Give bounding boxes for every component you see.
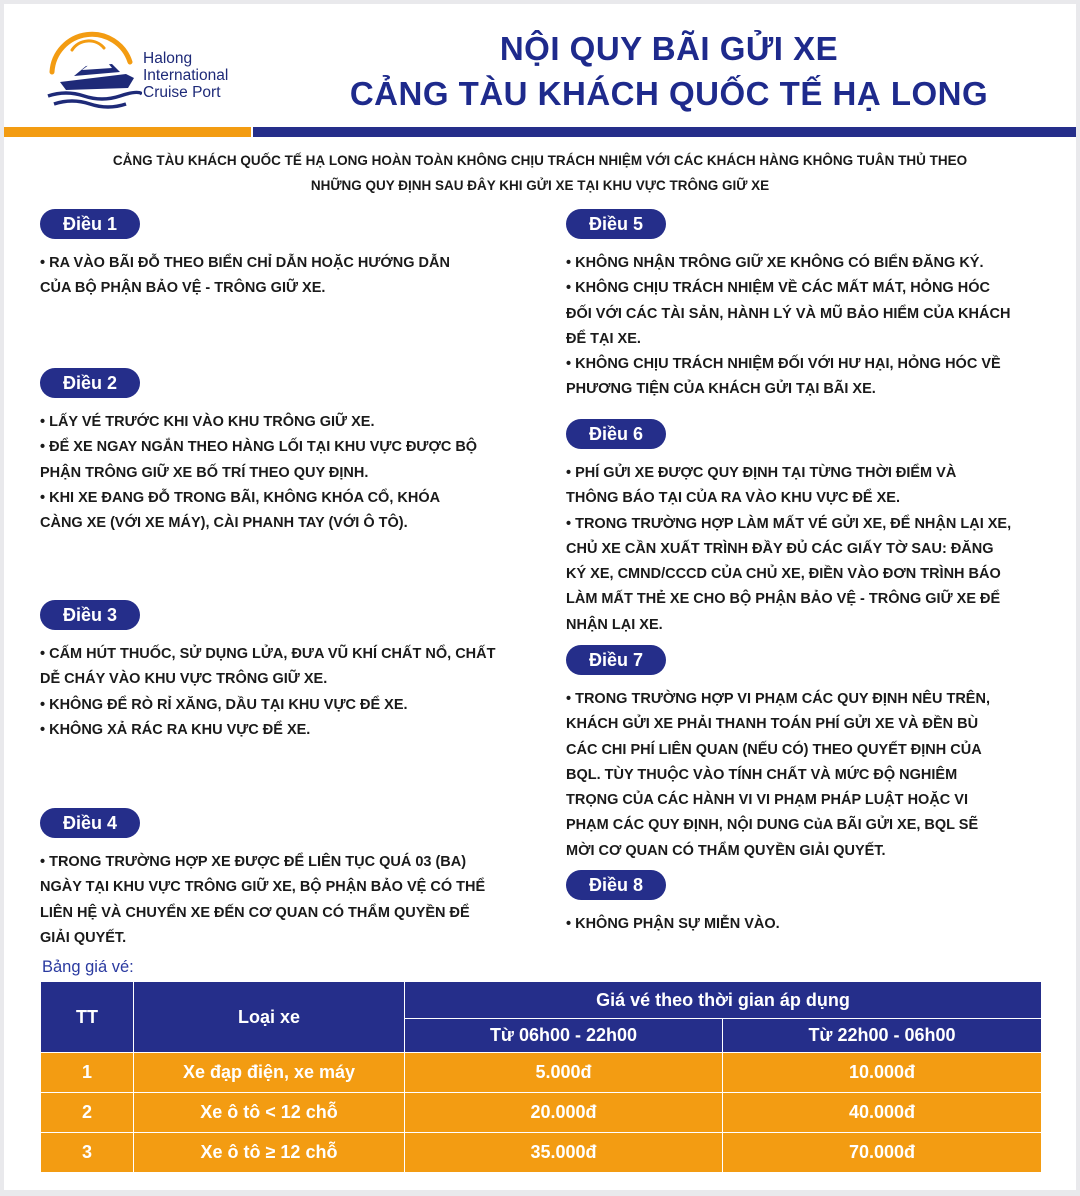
day-price: 5.000đ xyxy=(405,1053,723,1093)
article-line: THÔNG BÁO TẠI CỦA RA VÀO KHU VỰC ĐỂ XE. xyxy=(566,490,900,507)
table-row xyxy=(41,1053,1042,1093)
header xyxy=(4,4,1076,138)
day-price: 20.000đ xyxy=(405,1093,723,1133)
article-label: Điều 4 xyxy=(40,808,140,838)
article-line: NHẬN LẠI XE. xyxy=(566,616,663,633)
page-title xyxy=(274,26,1064,116)
col-header-day: Từ 06h00 - 22h00 xyxy=(405,1019,723,1053)
article-line: LÀM MẤT THẺ XE CHO BỘ PHẬN BẢO VỆ - TRÔNG GIỮ XE ĐỂ xyxy=(566,591,1001,608)
article-line: ĐỐI VỚI CÁC TÀI SẢN, HÀNH LÝ VÀ MŨ BẢO HIỂM CỦA KHÁCH xyxy=(566,305,1011,322)
cruise-ship-sun-logo-icon xyxy=(42,28,142,118)
article-line: ĐỂ TẠI XE. xyxy=(566,330,641,347)
notice-sheet xyxy=(4,4,1076,1190)
article-line: • KHÔNG PHẬN SỰ MIỄN VÀO. xyxy=(566,916,780,932)
article-5 xyxy=(566,209,1010,403)
article-line: KHÁCH GỬI XE PHẢI THANH TOÁN PHÍ GỬI XE VÀ ĐỀN BÙ xyxy=(566,716,979,733)
disclaimer-line-1: CẢNG TÀU KHÁCH QUỐC TẾ HẠ LONG HOÀN TOÀN KHÔNG CHỊU TRÁCH NHIỆM VỚI CÁC KHÁCH HÀNG KHÔNG TUÂN THỦ THEO xyxy=(112,153,968,168)
divider-navy xyxy=(253,127,1076,137)
article-line: • PHÍ GỬI XE ĐƯỢC QUY ĐỊNH TẠI TỪNG THỜI ĐIỂM VÀ xyxy=(566,465,957,481)
article-body xyxy=(40,410,477,536)
title-line-1: NỘI QUY BÃI GỬI XE xyxy=(499,30,839,67)
article-line: PHẬN TRÔNG GIỮ XE BỐ TRÍ THEO QUY ĐỊNH. xyxy=(40,464,369,481)
article-line: KÝ XE, CMND/CCCD CỦA CHỦ XE, ĐIỀN VÀO ĐƠN TRÌNH BÁO xyxy=(566,566,1001,583)
article-line: LIÊN HỆ VÀ CHUYỂN XE ĐẾN CƠ QUAN CÓ THẨM QUYỀN ĐỂ xyxy=(40,904,470,921)
table-row xyxy=(41,1133,1042,1173)
article-label: Điều 6 xyxy=(566,419,666,449)
article-line: • KHÔNG XẢ RÁC RA KHU VỰC ĐỂ XE. xyxy=(40,721,311,738)
night-price: 10.000đ xyxy=(723,1053,1042,1093)
article-line: • KHÔNG ĐỂ RÒ RỈ XĂNG, DẦU TẠI KHU VỰC ĐỂ XE. xyxy=(40,696,408,713)
article-3 xyxy=(40,600,495,743)
article-line: • KHÔNG CHỊU TRÁCH NHIỆM VỀ CÁC MẤT MÁT, HỎNG HÓC xyxy=(566,280,990,297)
article-7 xyxy=(566,645,990,864)
row-number: 2 xyxy=(41,1093,134,1133)
article-label: Điều 3 xyxy=(40,600,140,630)
day-price: 35.000đ xyxy=(405,1133,723,1173)
night-price: 40.000đ xyxy=(723,1093,1042,1133)
article-line: • TRONG TRƯỜNG HỢP XE ĐƯỢC ĐỂ LIÊN TỤC QUÁ 03 (BA) xyxy=(40,854,467,870)
article-1 xyxy=(40,209,450,302)
logo-line-3: Cruise Port xyxy=(143,84,221,101)
article-line: CỦA BỘ PHẬN BẢO VỆ - TRÔNG GIỮ XE. xyxy=(40,280,326,297)
article-body xyxy=(566,461,1011,638)
article-body xyxy=(40,642,495,743)
article-body xyxy=(40,251,450,302)
table-row xyxy=(41,1093,1042,1133)
article-line: PHƯƠNG TIỆN CỦA KHÁCH GỬI TẠI BÃI XE. xyxy=(566,381,876,398)
col-header-price-group: Giá vé theo thời gian áp dụng xyxy=(405,982,1042,1019)
article-line: BQL. TÙY THUỘC VÀO TÍNH CHẤT VÀ MỨC ĐỘ NGHIÊM xyxy=(566,766,958,783)
disclaimer xyxy=(24,148,1056,198)
article-line: • LẤY VÉ TRƯỚC KHI VÀO KHU TRÔNG GIỮ XE. xyxy=(40,414,375,430)
article-6 xyxy=(566,419,1011,638)
article-line: DỄ CHÁY VÀO KHU VỰC TRÔNG GIỮ XE. xyxy=(40,671,328,688)
article-line: • KHI XE ĐANG ĐỖ TRONG BÃI, KHÔNG KHÓA CỔ, KHÓA xyxy=(40,489,441,506)
vehicle-type: Xe đạp điện, xe máy xyxy=(134,1053,405,1093)
article-4 xyxy=(40,808,485,951)
article-line: TRỌNG CỦA CÁC HÀNH VI VI PHẠM PHÁP LUẬT HOẶC VI xyxy=(566,792,968,809)
row-number: 3 xyxy=(41,1133,134,1173)
row-number: 1 xyxy=(41,1053,134,1093)
article-line: CÀNG XE (VỚI XE MÁY), CÀI PHANH TAY (VỚI Ô TÔ). xyxy=(40,515,408,532)
article-body xyxy=(566,687,990,864)
article-line: • KHÔNG CHỊU TRÁCH NHIỆM ĐỐI VỚI HƯ HẠI, HỎNG HÓC VỀ xyxy=(566,356,1001,373)
vehicle-type: Xe ô tô ≥ 12 chỗ xyxy=(134,1133,405,1173)
article-line: • KHÔNG NHẬN TRÔNG GIỮ XE KHÔNG CÓ BIỂN ĐĂNG KÝ. xyxy=(566,255,984,271)
article-line: • TRONG TRƯỜNG HỢP VI PHẠM CÁC QUY ĐỊNH NÊU TRÊN, xyxy=(566,691,990,707)
col-header-vehicle-type: Loại xe xyxy=(134,982,405,1053)
vehicle-type: Xe ô tô < 12 chỗ xyxy=(134,1093,405,1133)
article-line: GIẢI QUYẾT. xyxy=(40,929,127,946)
col-header-night: Từ 22h00 - 06h00 xyxy=(723,1019,1042,1053)
disclaimer-line-2: NHỮNG QUY ĐỊNH SAU ĐÂY KHI GỬI XE TẠI KHU VỰC TRÔNG GIỮ XE xyxy=(310,178,770,193)
article-body xyxy=(566,251,1010,403)
divider-orange xyxy=(4,127,251,137)
logo-line-2: International xyxy=(143,67,229,84)
article-line: • TRONG TRƯỜNG HỢP LÀM MẤT VÉ GỬI XE, ĐỂ NHẬN LẠI XE, xyxy=(566,515,1012,532)
article-8 xyxy=(566,870,780,937)
article-line: CÁC CHI PHÍ LIÊN QUAN (NẾU CÓ) THEO QUYẾT ĐỊNH CỦA xyxy=(566,741,982,758)
article-body xyxy=(566,912,780,937)
logo-line-1: Halong xyxy=(143,50,193,67)
article-label: Điều 2 xyxy=(40,368,140,398)
article-line: • CẤM HÚT THUỐC, SỬ DỤNG LỬA, ĐƯA VŨ KHÍ CHẤT NỔ, CHẤT xyxy=(40,646,496,662)
article-line: CHỦ XE CẦN XUẤT TRÌNH ĐẦY ĐỦ CÁC GIẤY TỜ SAU: ĐĂNG xyxy=(566,540,994,557)
price-table xyxy=(40,981,1042,1173)
article-line: PHẠM CÁC QUY ĐỊNH, NỘI DUNG CủA BÃI GỬI XE, BQL SẼ xyxy=(566,817,979,834)
article-label: Điều 7 xyxy=(566,645,666,675)
price-table-label: Bảng giá vé: xyxy=(42,958,134,976)
night-price: 70.000đ xyxy=(723,1133,1042,1173)
article-line: • RA VÀO BÃI ĐỖ THEO BIỂN CHỈ DẪN HOẶC HƯỚNG DẪN xyxy=(40,255,450,271)
article-label: Điều 1 xyxy=(40,209,140,239)
article-line: • ĐỂ XE NGAY NGẮN THEO HÀNG LỐI TẠI KHU VỰC ĐƯỢC BỘ xyxy=(40,439,478,456)
col-header-tt: TT xyxy=(41,982,134,1053)
port-logo xyxy=(42,28,262,118)
article-2 xyxy=(40,368,477,536)
article-line: NGÀY TẠI KHU VỰC TRÔNG GIỮ XE, BỘ PHẬN BẢO VỆ CÓ THỂ xyxy=(40,879,486,896)
article-label: Điều 5 xyxy=(566,209,666,239)
article-body xyxy=(40,850,485,951)
logo-text xyxy=(143,50,228,101)
article-line: MỜI CƠ QUAN CÓ THẨM QUYỀN GIẢI QUYẾT. xyxy=(566,842,886,859)
title-line-2: CẢNG TÀU KHÁCH QUỐC TẾ HẠ LONG xyxy=(349,75,989,112)
article-label: Điều 8 xyxy=(566,870,666,900)
